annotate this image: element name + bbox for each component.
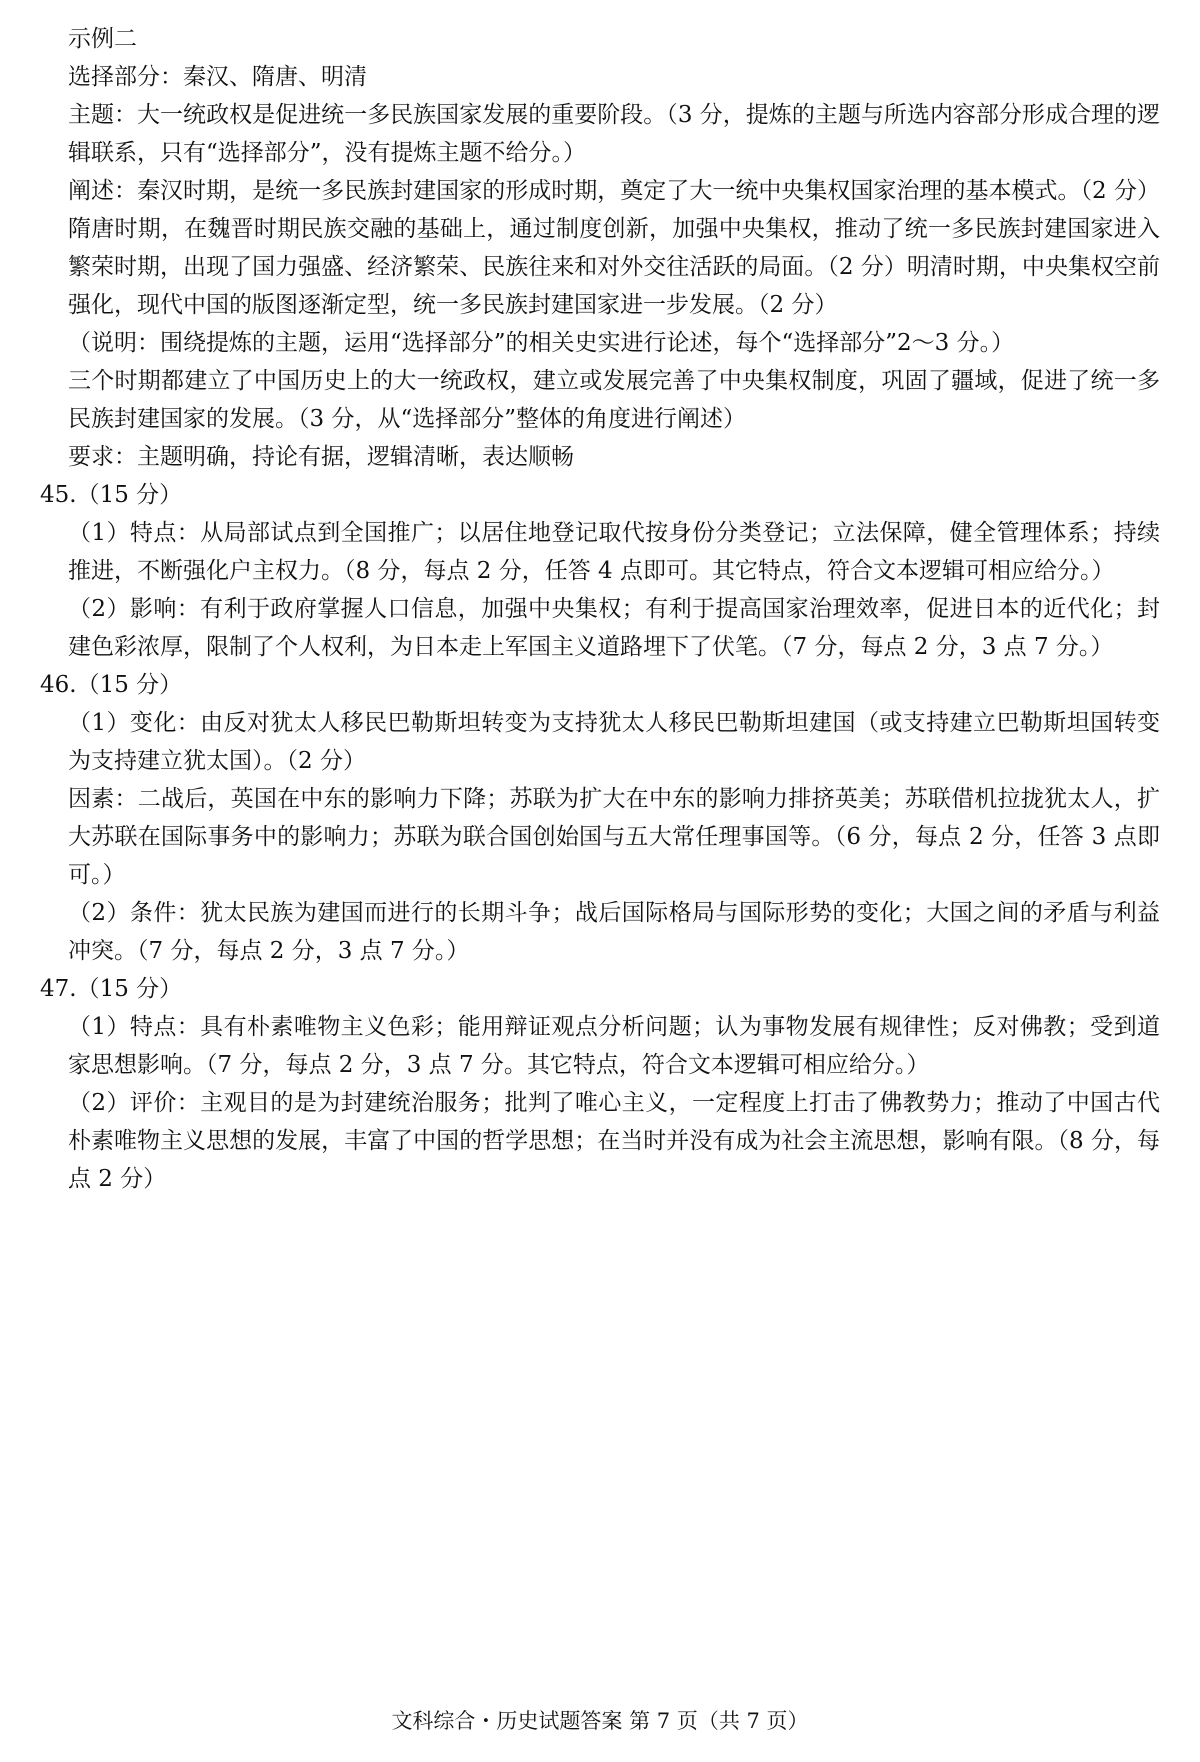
question-46 [40, 666, 1160, 970]
summary-paragraph: 三个时期都建立了中国历史上的大一统政权，建立或发展完善了中央集权制度，巩固了疆域，促进了统一多民族封建国家的发展。（3 分，从“选择部分”整体的角度进行阐述） [68, 368, 1160, 432]
question-47 [40, 970, 1160, 1198]
question-45-part-1: （1）特点：从局部试点到全国推广；以居住地登记取代按身份分类登记；立法保障，健全管理体系；持续推进，不断强化户主权力。（8 分，每点 2 分，任答 4 点即可。其它特点，符合文本逻辑可相应给分。） [68, 520, 1160, 584]
selection-part: 选择部分：秦汉、隋唐、明清 [68, 64, 367, 90]
question-45-heading: 45.（15 分） [40, 482, 183, 508]
question-46-factors: 因素：二战后，英国在中东的影响力下降；苏联为扩大在中东的影响力排挤英美；苏联借机拉拢犹太人，扩大苏联在国际事务中的影响力；苏联为联合国创始国与五大常任理事国等。（6 分，每点 2 分，任答 3 点即可。） [68, 786, 1160, 888]
elaboration-paragraph: 阐述：秦汉时期，是统一多民族封建国家的形成时期，奠定了大一统中央集权国家治理的基本模式。（2 分）隋唐时期，在魏晋时期民族交融的基础上，通过制度创新，加强中央集权，推动了统一多民族封建国家进入繁荣时期，出现了国力强盛、经济繁荣、民族往来和对外交往活跃的局面。（2 分）明清时期，中央集权空前强化，现代中国的版图逐渐定型，统一多民族封建国家进一步发展。（2 分） [68, 178, 1160, 318]
question-46-part-1: （1）变化：由反对犹太人移民巴勒斯坦转变为支持犹太人移民巴勒斯坦建国（或支持建立巴勒斯坦国转变为支持建立犹太国）。（2 分） [68, 710, 1160, 774]
example-two [40, 20, 1160, 476]
question-45 [40, 476, 1160, 666]
question-47-heading: 47.（15 分） [40, 976, 183, 1002]
question-46-part-2: （2）条件：犹太民族为建国而进行的长期斗争；战后国际格局与国际形势的变化；大国之间的矛盾与利益冲突。（7 分，每点 2 分，3 点 7 分。） [68, 900, 1160, 964]
example-heading: 示例二 [68, 26, 137, 52]
question-46-heading: 46.（15 分） [40, 672, 183, 698]
requirement-paragraph: 要求：主题明确，持论有据，逻辑清晰，表达顺畅 [68, 444, 574, 470]
question-47-part-2: （2）评价：主观目的是为封建统治服务；批判了唯心主义，一定程度上打击了佛教势力；推动了中国古代朴素唯物主义思想的发展，丰富了中国的哲学思想；在当时并没有成为社会主流思想，影响有限。（8 分，每点 2 分） [68, 1090, 1160, 1192]
theme-paragraph: 主题：大一统政权是促进统一多民族国家发展的重要阶段。（3 分，提炼的主题与所选内容部分形成合理的逻辑联系，只有“选择部分”，没有提炼主题不给分。） [68, 102, 1160, 166]
question-45-part-2: （2）影响：有利于政府掌握人口信息，加强中央集权；有利于提高国家治理效率，促进日本的近代化；封建色彩浓厚，限制了个人权利，为日本走上军国主义道路埋下了伏笔。（7 分，每点 2 分，3 点 7 分。） [68, 596, 1160, 660]
page-footer: 文科综合・历史试题答案 第 7 页（共 7 页） [391, 1709, 809, 1733]
question-47-part-1: （1）特点：具有朴素唯物主义色彩；能用辩证观点分析问题；认为事物发展有规律性；反对佛教；受到道家思想影响。（7 分，每点 2 分，3 点 7 分。其它特点，符合文本逻辑可相应给分。） [68, 1014, 1160, 1078]
note-paragraph: （说明：围绕提炼的主题，运用“选择部分”的相关史实进行论述，每个“选择部分”2～3 分。） [68, 330, 1015, 356]
